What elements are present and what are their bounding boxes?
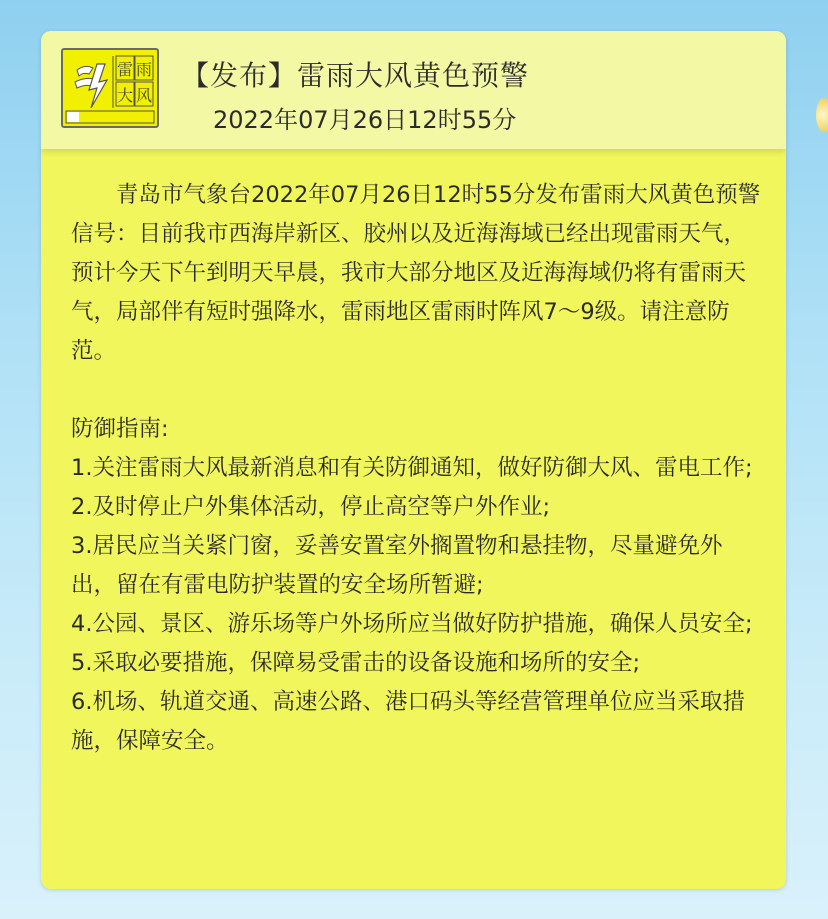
guide-item: 4.公园、景区、游乐场等户外场所应当做好防护措施，确保人员安全; [71,611,753,637]
warning-timestamp: 2022年07月26日12时55分 [213,106,517,134]
svg-text:风: 风 [135,86,153,105]
warning-intro-paragraph: 青岛市气象台2022年07月26日12时55分发布雷雨大风黄色预警信号：目前我市西海岸新区、胶州以及近海海域已经出现雷雨天气，预计今天下午到明天早晨，我市大部分地区及近海海域仍将有雷雨天气，局部伴有短时强降水，雷雨地区雷雨时阵风7～9级。请注意防范。 [71,182,761,364]
guide-item: 3.居民应当关紧门窗，妥善安置室外搁置物和悬挂物，尽量避免外出，留在有雷电防护装置的安全场所暂避; [71,533,723,598]
guide-item: 5.采取必要措施，保障易受雷击的设备设施和场所的安全; [71,650,641,676]
side-decoration [816,95,828,135]
svg-text:雷: 雷 [116,60,134,79]
svg-text:大: 大 [116,86,134,105]
warning-title: 【发布】雷雨大风黄色预警 [181,59,530,92]
guide-item: 2.及时停止户外集体活动，停止高空等户外作业; [71,494,551,520]
guide-item: 1.关注雷雨大风最新消息和有关防御通知，做好防御大风、雷电工作; [71,455,753,481]
svg-text:雨: 雨 [135,60,153,79]
defense-guide-title: 防御指南: [71,416,169,442]
guide-item: 6.机场、轨道交通、高速公路、港口码头等经营管理单位应当采取措施，保障安全。 [71,689,745,754]
warning-card [41,31,786,889]
thunderstorm-wind-yellow-warning-icon [61,48,159,128]
warning-header [41,31,786,149]
warning-body [71,176,761,761]
